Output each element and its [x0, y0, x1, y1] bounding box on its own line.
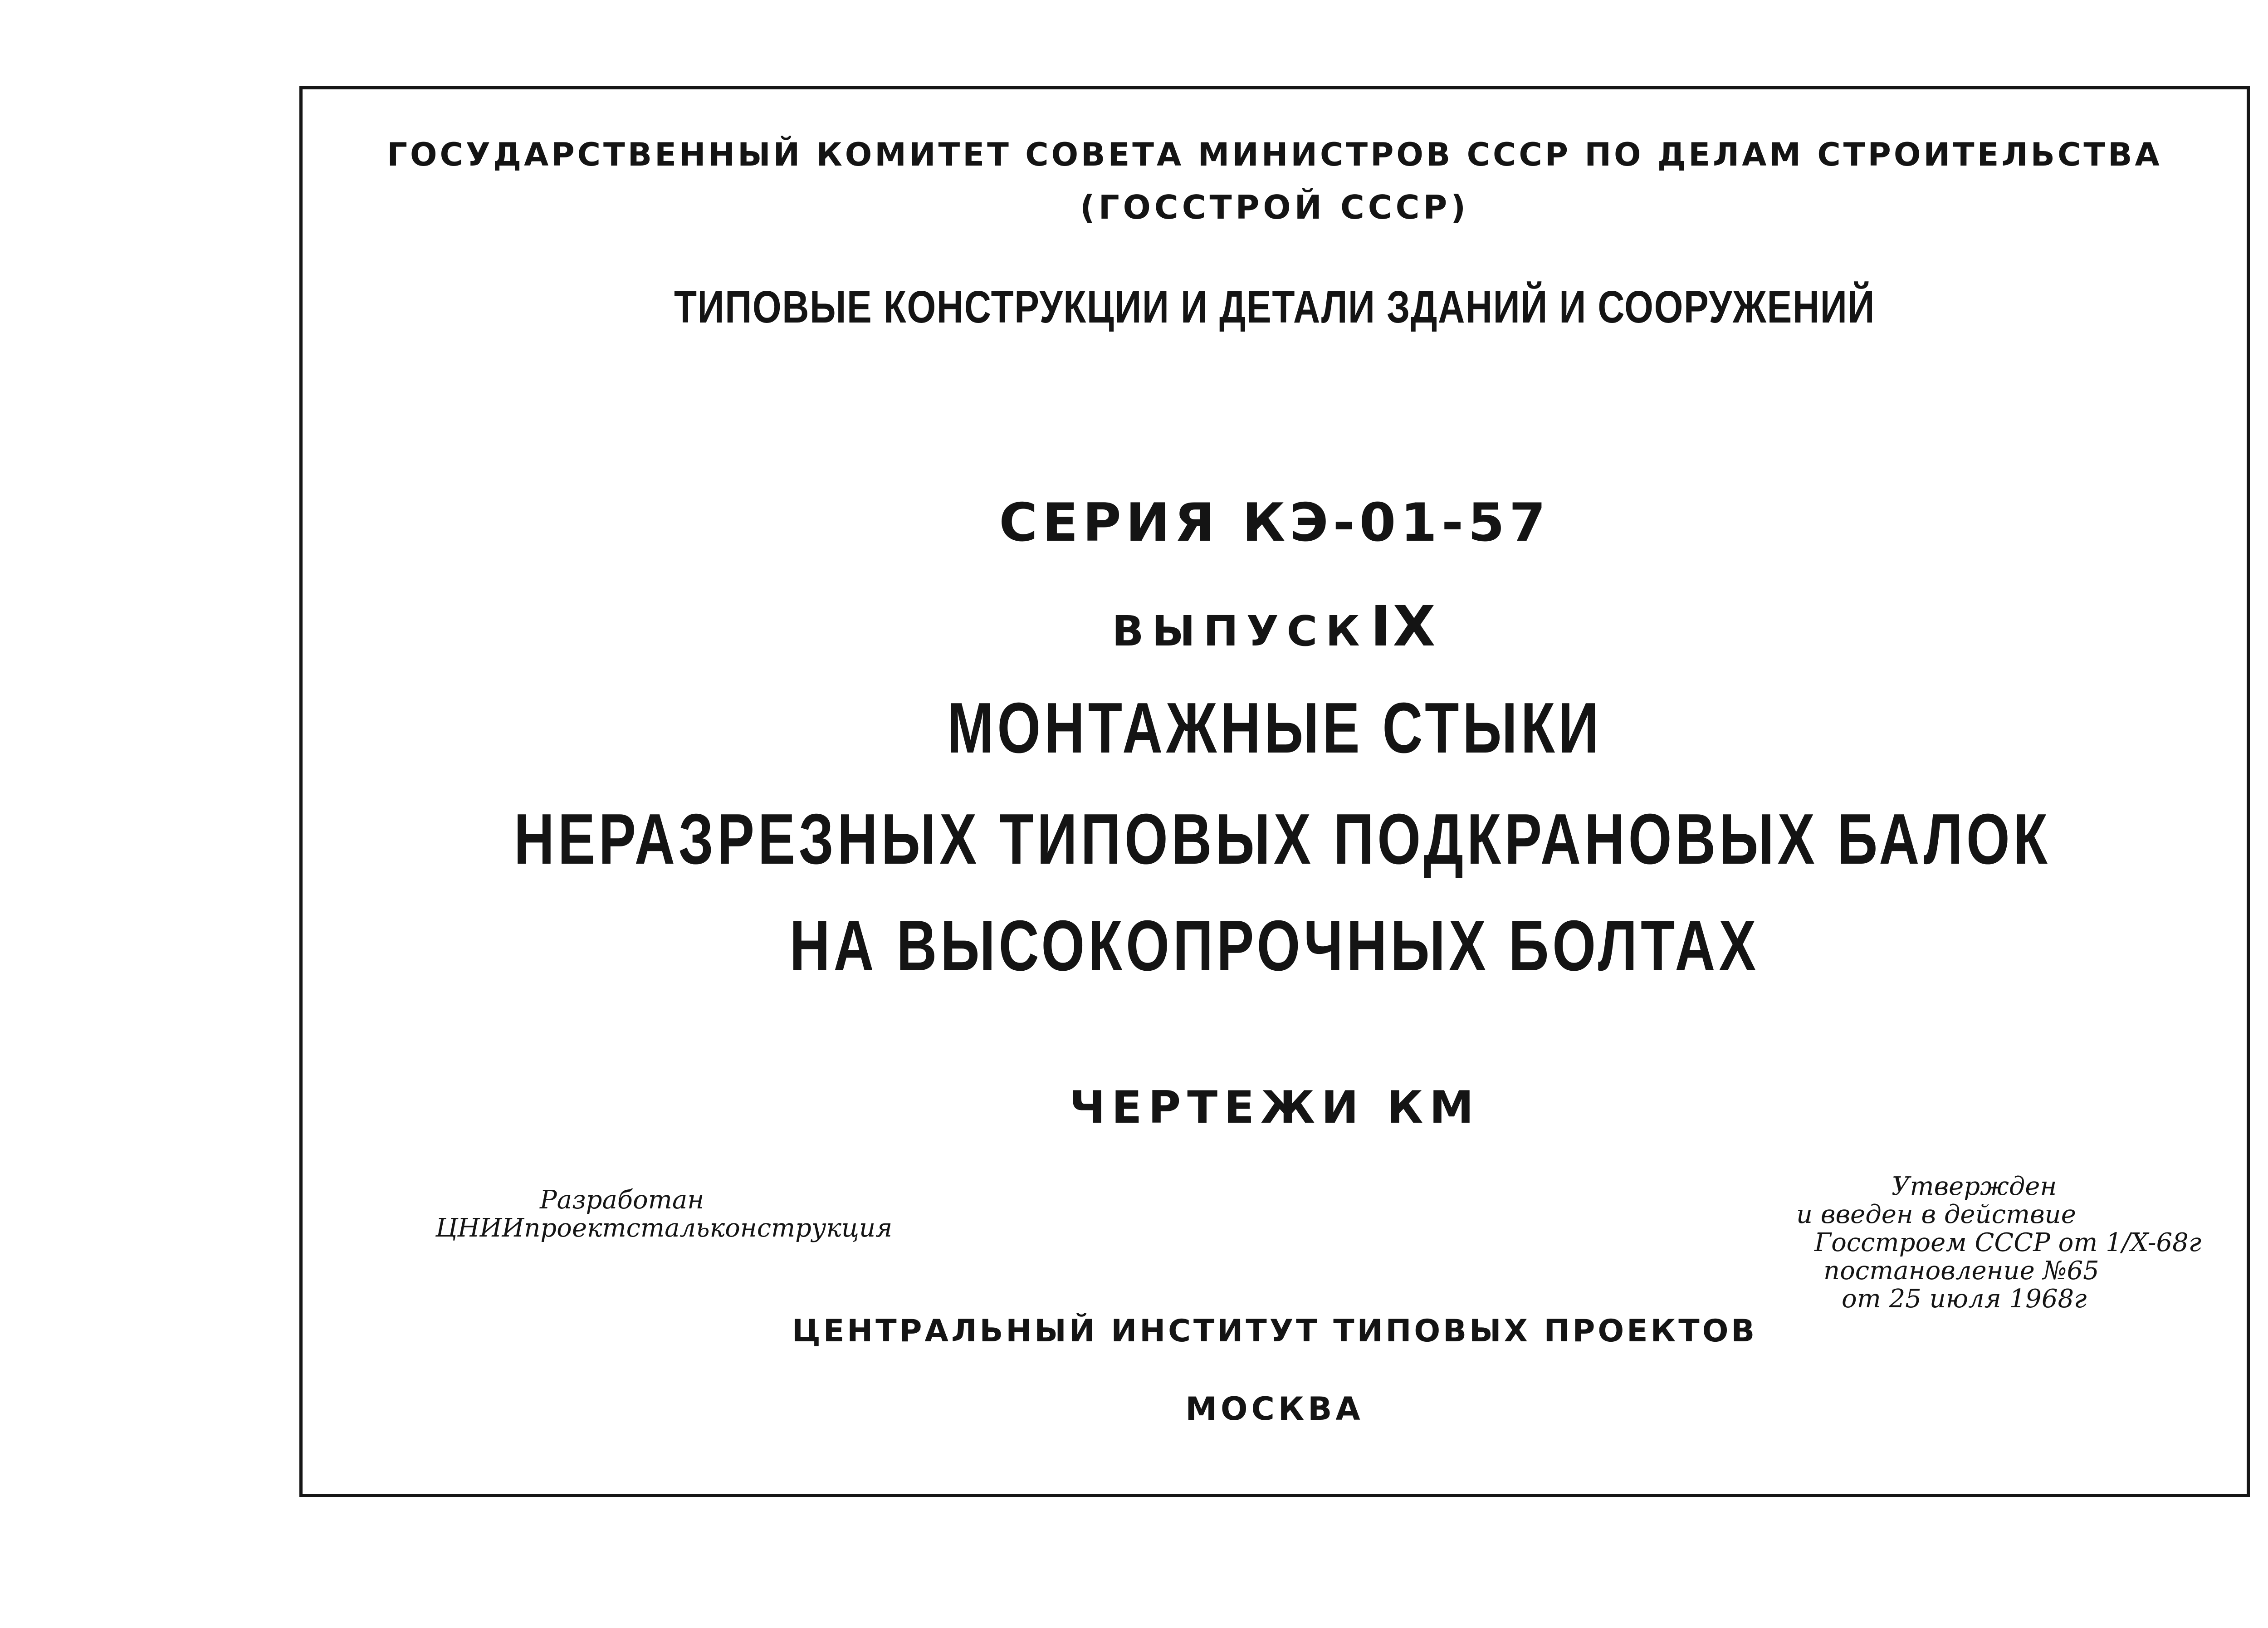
- issue-label: ВЫПУСК: [1112, 607, 1368, 655]
- series-label: СЕРИЯ КЭ-01-57: [999, 492, 1550, 553]
- drawings-label: ЧЕРТЕЖИ КМ: [1069, 1082, 1480, 1134]
- title-line-1: МОНТАЖНЫЕ СТЫКИ: [947, 688, 1603, 768]
- organization-name: ГОСУДАРСТВЕННЫЙ КОМИТЕТ СОВЕТА МИНИСТРОВ СССР ПО ДЕЛАМ СТРОИТЕЛЬСТВА: [387, 136, 2162, 173]
- organization-abbreviation: (ГОССТРОЙ СССР): [1080, 188, 1470, 226]
- approval-line-1: Утвержден: [1892, 1172, 2057, 1201]
- title-line-2: НЕРАЗРЕЗНЫХ ТИПОВЫХ ПОДКРАНОВЫХ БАЛОК: [514, 799, 2051, 879]
- developer-line-1: Разработан: [540, 1185, 704, 1215]
- approval-line-4: постановление №65: [1823, 1256, 2099, 1286]
- approval-line-2: и введен в действие: [1796, 1200, 2076, 1229]
- issue-number: IX: [1370, 594, 1437, 659]
- title-line-3: НА ВЫСОКОПРОЧНЫХ БОЛТАХ: [789, 906, 1760, 986]
- developer-line-2: ЦНИИпроектстальконструкция: [435, 1213, 893, 1243]
- approval-note: [1787, 1173, 2223, 1313]
- publisher-name: ЦЕНТРАЛЬНЫЙ ИНСТИТУТ ТИПОВЫХ ПРОЕКТОВ: [792, 1313, 1758, 1349]
- publisher-city: МОСКВА: [1185, 1390, 1364, 1428]
- developer-note: [435, 1186, 1025, 1242]
- approval-line-3: Госстроем СССР от 1/X-68г: [1814, 1228, 2202, 1257]
- issue-line: [299, 594, 2250, 659]
- approval-line-5: от 25 июля 1968г: [1842, 1284, 2087, 1314]
- collection-title: ТИПОВЫЕ КОНСТРУКЦИИ И ДЕТАЛИ ЗДАНИЙ И СООРУЖЕНИЙ: [674, 282, 1876, 332]
